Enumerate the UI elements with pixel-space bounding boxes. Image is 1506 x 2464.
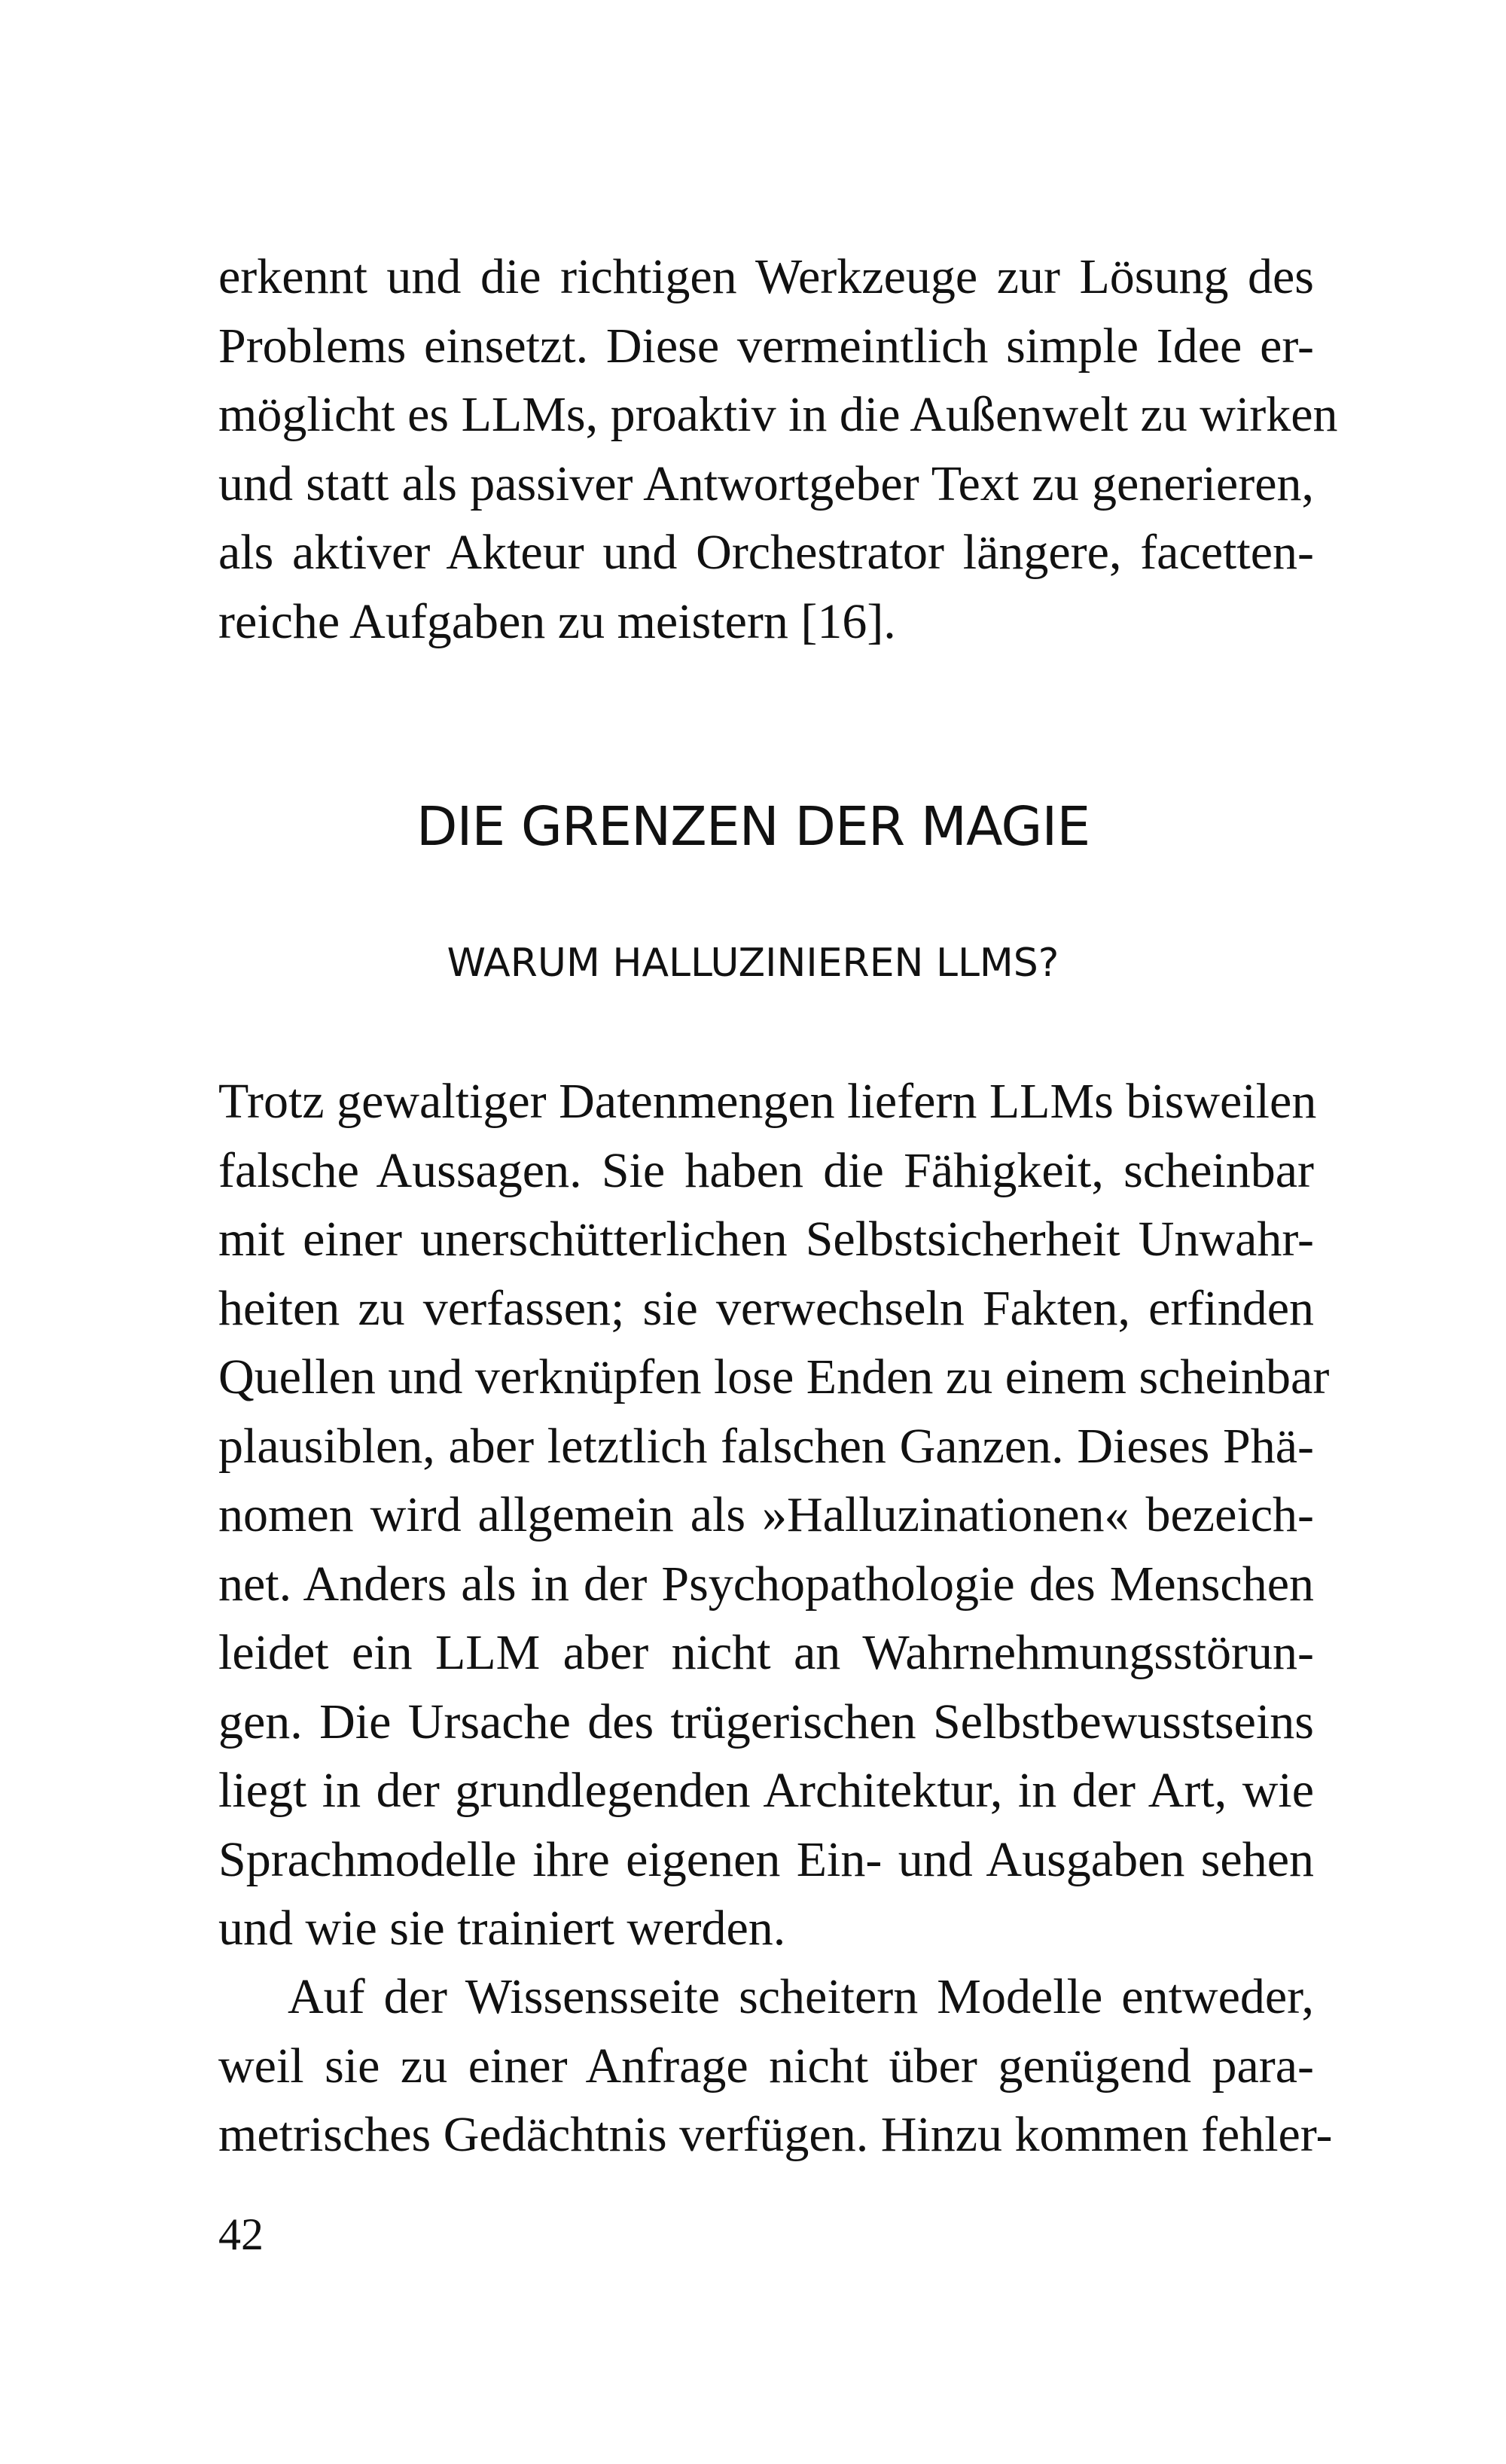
- text-line: erkennt und die richtigen Werkzeuge zur Lösung des: [218, 249, 1314, 304]
- section-title: DIE GRENZEN DER MAGIE: [416, 795, 1090, 858]
- text-line: Problems einsetzt. Diese vermeintlich simple Idee er-: [218, 318, 1314, 374]
- text-line: und wie sie trainiert werden.: [218, 1901, 786, 1956]
- text-line: Sprachmodelle ihre eigenen Ein- und Ausgaben sehen: [218, 1831, 1314, 1887]
- text-line: falsche Aussagen. Sie haben die Fähigkeit, scheinbar: [218, 1142, 1314, 1198]
- text-line: net. Anders als in der Psychopathologie des Menschen: [218, 1556, 1314, 1612]
- section-subtitle: WARUM HALLUZINIEREN LLMS?: [447, 941, 1059, 986]
- text-line: Quellen und verknüpfen lose Enden zu einem scheinbar: [218, 1349, 1330, 1404]
- text-line: als aktiver Akteur und Orchestrator längere, facetten-: [218, 525, 1314, 580]
- text-line: nomen wird allgemein als »Halluzinationen« bezeich-: [218, 1487, 1314, 1542]
- text-line: plausiblen, aber letztlich falschen Ganzen. Dieses Phä-: [218, 1418, 1314, 1474]
- text-line: Trotz gewaltiger Datenmengen liefern LLMs bisweilen: [218, 1074, 1317, 1129]
- text-line: metrisches Gedächtnis verfügen. Hinzu kommen fehler-: [218, 2107, 1333, 2162]
- text-line: und statt als passiver Antwortgeber Text zu generieren,: [218, 456, 1314, 511]
- text-line: möglicht es LLMs, proaktiv in die Außenwelt zu wirken: [218, 387, 1338, 442]
- paragraph-continuation: [218, 242, 1338, 656]
- text-line: weil sie zu einer Anfrage nicht über genügend para-: [218, 2038, 1314, 2093]
- text-line: heiten zu verfassen; sie verwechseln Fakten, erfinden: [218, 1280, 1314, 1336]
- text-line: leidet ein LLM aber nicht an Wahrnehmungsstörun-: [218, 1625, 1314, 1680]
- paragraph-next: [218, 1962, 1333, 2170]
- text-line: reiche Aufgaben zu meistern [16].: [218, 593, 896, 649]
- page-number: 42: [218, 2209, 264, 2259]
- paragraph-main: [218, 1067, 1330, 1963]
- text-line: mit einer unerschütterlichen Selbstsicherheit Unwahr-: [218, 1212, 1314, 1267]
- text-line: Auf der Wissensseite scheitern Modelle entweder,: [288, 1969, 1314, 2024]
- text-line: liegt in der grundlegenden Architektur, in der Art, wie: [218, 1763, 1314, 1818]
- text-line: gen. Die Ursache des trügerischen Selbstbewusstseins: [218, 1694, 1314, 1749]
